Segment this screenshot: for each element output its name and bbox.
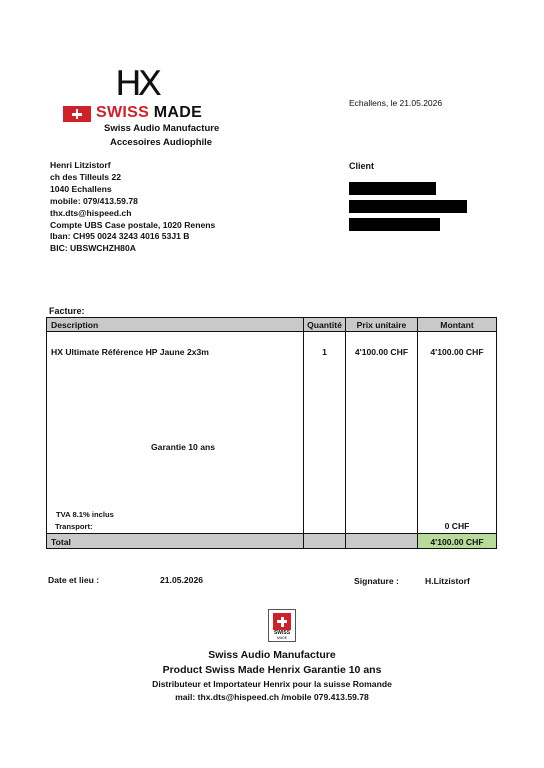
footer-line1: Swiss Audio Manufacture bbox=[208, 649, 336, 661]
swiss-word: SWISS bbox=[96, 104, 150, 121]
footer-line2: Product Swiss Made Henrix Garantie 10 ans bbox=[162, 664, 382, 676]
item-description: HX Ultimate Référence HP Jaune 2x3m bbox=[51, 347, 209, 357]
sender-bic: BIC: UBSWCHZH80A bbox=[50, 243, 136, 254]
client-redaction-2 bbox=[349, 200, 467, 213]
sender-email: thx.dts@hispeed.ch bbox=[50, 207, 132, 218]
date-value: 21.05.2026 bbox=[160, 575, 204, 585]
invoice-table bbox=[46, 317, 497, 549]
item-amount: 4'100.00 CHF bbox=[430, 347, 484, 357]
footer-line3: Distributeur et Importateur Henrix pour la suisse Romande bbox=[152, 679, 392, 689]
tagline-line1: Swiss Audio Manufacture bbox=[104, 123, 220, 134]
made-word: MADE bbox=[149, 104, 203, 121]
badge-line1: SWISS bbox=[273, 630, 291, 636]
sender-mobile: mobile: 079/413.59.78 bbox=[50, 195, 138, 206]
swiss-made-wordmark bbox=[96, 104, 202, 122]
item-unit-price: 4'100.00 CHF bbox=[354, 347, 409, 357]
signature-value: H.Litzistorf bbox=[425, 576, 470, 586]
transport-amount: 0 CHF bbox=[444, 521, 470, 531]
sender-bank: Compte UBS Case postale, 1020 Renens bbox=[50, 219, 216, 230]
sender-street: ch des Tilleuls 22 bbox=[50, 171, 122, 182]
total-label: Total bbox=[51, 537, 71, 547]
tagline-line2: Accesoires Audiophile bbox=[110, 137, 213, 148]
header-divider bbox=[47, 331, 496, 332]
item-quantity: 1 bbox=[322, 347, 327, 357]
col-header-description: Description bbox=[51, 320, 99, 330]
tva-note: TVA 8.1% inclus bbox=[56, 510, 114, 519]
client-label: Client bbox=[349, 161, 375, 171]
client-redaction-1 bbox=[349, 182, 436, 195]
hx-logo: HX bbox=[114, 64, 158, 104]
col-header-amount: Montant bbox=[440, 320, 474, 330]
col-header-unit-price: Prix unitaire bbox=[356, 320, 407, 330]
date-place: Echallens, le 21.05.2026 bbox=[349, 98, 443, 108]
invoice-label: Facture: bbox=[49, 306, 85, 316]
signature-label: Signature : bbox=[354, 576, 399, 586]
col-header-quantity: Quantité bbox=[307, 320, 342, 330]
warranty-note: Garantie 10 ans bbox=[151, 442, 216, 452]
sender-name: Henri Litzistorf bbox=[50, 160, 111, 170]
sender-block bbox=[50, 160, 215, 255]
sender-iban: Iban: CH95 0024 3243 4016 53J1 B bbox=[50, 231, 190, 242]
total-divider bbox=[47, 533, 496, 534]
transport-label: Transport: bbox=[55, 522, 93, 531]
badge-line2: MADE bbox=[276, 636, 288, 640]
swiss-made-badge-icon bbox=[268, 609, 296, 642]
footer-line4: mail: thx.dts@hispeed.ch /mobile 079.413.59.78 bbox=[175, 692, 369, 702]
date-label: Date et lieu : bbox=[48, 575, 100, 585]
client-redaction-3 bbox=[349, 218, 440, 231]
swiss-flag-icon bbox=[63, 106, 91, 122]
sender-city: 1040 Echallens bbox=[50, 183, 112, 194]
total-amount: 4'100.00 CHF bbox=[430, 537, 484, 547]
